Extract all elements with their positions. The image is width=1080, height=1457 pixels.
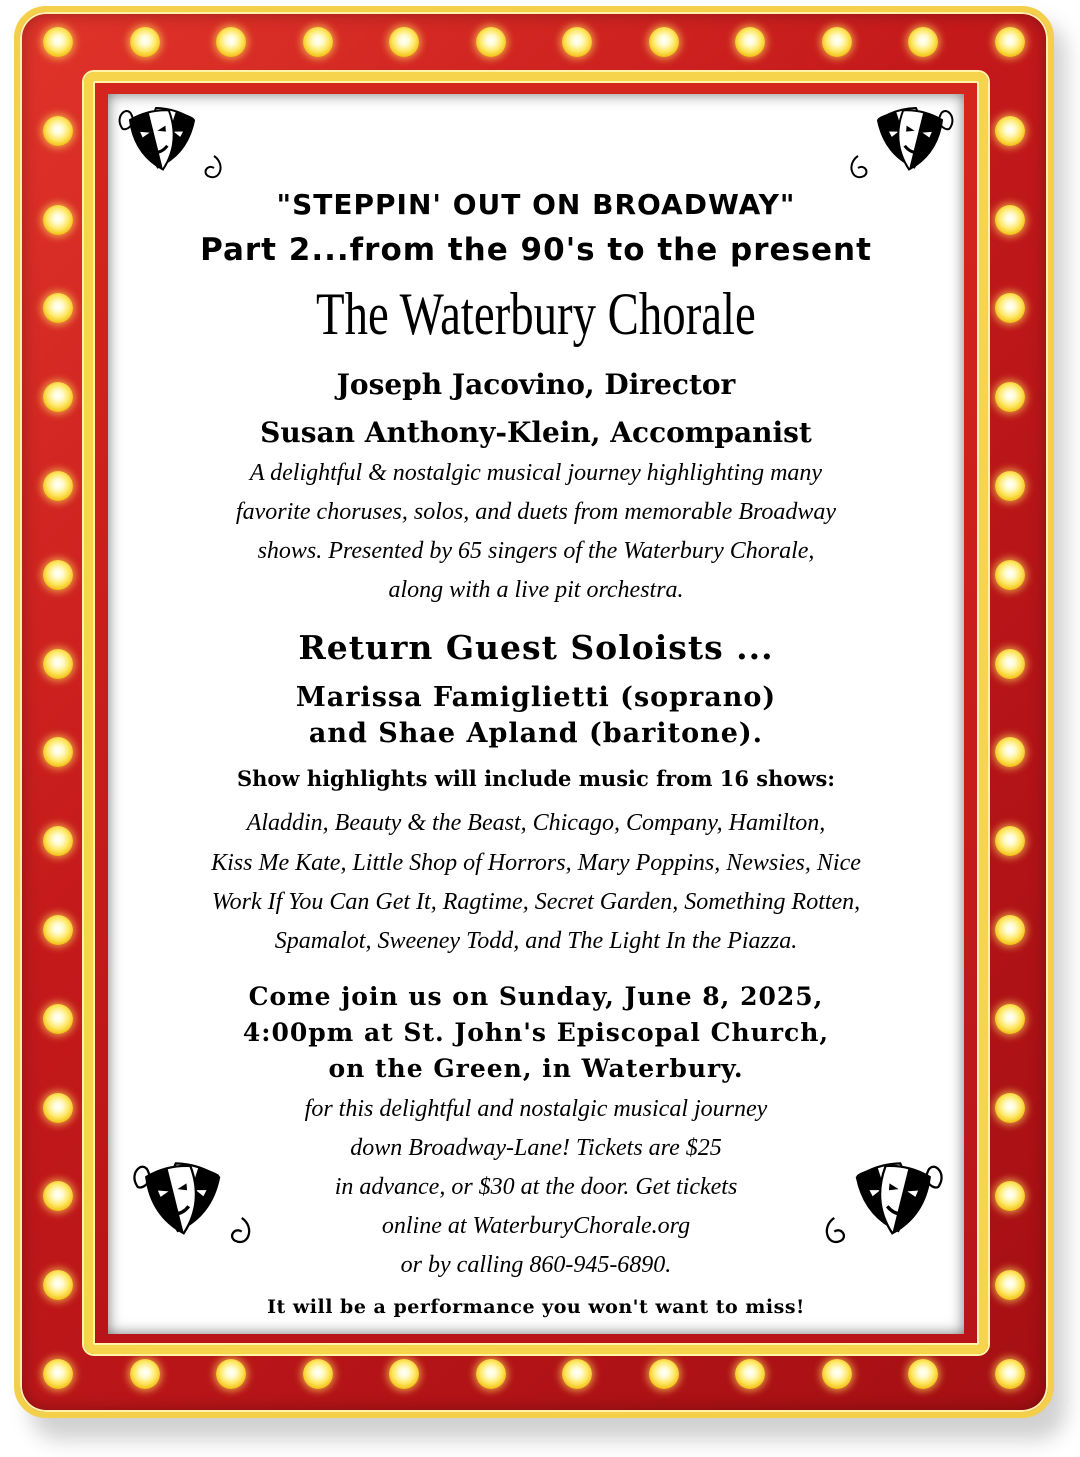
intro-line: A delightful & nostalgic musical journey highlighting many: [249, 460, 823, 486]
marquee-bulb: [303, 27, 333, 57]
intro-line: favorite choruses, solos, and duets from memorable Broadway: [235, 499, 837, 525]
marquee-bulb: [995, 471, 1025, 501]
marquee-bulb: [43, 826, 73, 856]
details-line: online at WaterburyChorale.org: [381, 1213, 691, 1239]
marquee-bulb: [995, 205, 1025, 235]
marquee-bulb: [43, 205, 73, 235]
marquee-bulb: [43, 1093, 73, 1123]
marquee-bulb: [43, 27, 73, 57]
marquee-bulb: [43, 1359, 73, 1389]
highlights-heading: Show highlights will include music from 16 shows:: [236, 766, 836, 791]
marquee-bulb: [649, 27, 679, 57]
accompanist-line: Susan Anthony-Klein, Accompanist: [260, 416, 812, 449]
marquee-bulb: [43, 560, 73, 590]
marquee-bulb: [43, 382, 73, 412]
marquee-bulb: [43, 1270, 73, 1300]
details-line: for this delightful and nostalgic musical journey: [304, 1096, 768, 1122]
marquee-bulb: [995, 382, 1025, 412]
closing-line: It will be a performance you won't want to miss!: [267, 1296, 805, 1318]
event-line: on the Green, in Waterbury.: [328, 1054, 744, 1083]
soloist-line: and Shae Apland (baritone).: [308, 718, 764, 749]
org-name-wrap: [108, 280, 964, 350]
marquee-bulb: [216, 27, 246, 57]
theater-masks-icon: [844, 98, 956, 186]
marquee-bulb: [476, 1359, 506, 1389]
shows-line: Aladdin, Beauty & the Beast, Chicago, Company, Hamilton,: [246, 810, 826, 836]
intro-line: along with a live pit orchestra.: [388, 577, 684, 603]
marquee-bulb: [649, 1359, 679, 1389]
marquee-bulb: [995, 1270, 1025, 1300]
marquee-bulb: [995, 27, 1025, 57]
shows-line: Kiss Me Kate, Little Shop of Horrors, Mary Poppins, Newsies, Nice: [211, 850, 861, 876]
event-line: 4:00pm at St. John's Episcopal Church,: [242, 1018, 830, 1047]
intro-line: shows. Presented by 65 singers of the Waterbury Chorale,: [257, 538, 815, 564]
marquee-bulb: [43, 471, 73, 501]
marquee-bulb: [389, 27, 419, 57]
marquee-bulb: [303, 1359, 333, 1389]
marquee-bulb: [43, 915, 73, 945]
title-line-2: Part 2...from the 90's to the present: [200, 232, 872, 268]
marquee-bulb: [43, 1004, 73, 1034]
marquee-bulb: [43, 649, 73, 679]
details-line: down Broadway-Lane! Tickets are $25: [350, 1135, 722, 1161]
guest-heading: Return Guest Soloists ...: [298, 628, 774, 667]
soloist-line: Marissa Famiglietti (soprano): [295, 682, 777, 713]
shows-line: Work If You Can Get It, Ragtime, Secret Garden, Something Rotten,: [211, 889, 861, 915]
marquee-bulb: [995, 1359, 1025, 1389]
details-line: or by calling 860-945-6890.: [400, 1252, 672, 1278]
details-line: in advance, or $30 at the door. Get tickets: [334, 1174, 738, 1200]
marquee-bulb: [389, 1359, 419, 1389]
theater-masks-icon: [116, 98, 228, 186]
marquee-bulb: [995, 116, 1025, 146]
marquee-bulb: [130, 1359, 160, 1389]
marquee-bulb: [995, 560, 1025, 590]
marquee-bulb: [216, 1359, 246, 1389]
marquee-bulb: [822, 1359, 852, 1389]
marquee-bulb: [995, 1004, 1025, 1034]
event-line: Come join us on Sunday, June 8, 2025,: [248, 982, 824, 1011]
marquee-bulb: [43, 116, 73, 146]
marquee-bulb: [995, 826, 1025, 856]
marquee-bulb: [995, 649, 1025, 679]
title-line-1: "STEPPIN' OUT ON BROADWAY": [276, 188, 796, 221]
marquee-bulb: [476, 27, 506, 57]
marquee-bulb: [995, 1093, 1025, 1123]
director-line: Joseph Jacovino, Director: [336, 368, 736, 401]
poster-content: [108, 94, 964, 1334]
org-name: The Waterbury Chorale: [316, 281, 756, 347]
shows-line: Spamalot, Sweeney Todd, and The Light In the Piazza.: [274, 928, 798, 954]
marquee-bulb: [995, 915, 1025, 945]
marquee-bulb: [130, 27, 160, 57]
marquee-bulb: [822, 27, 852, 57]
poster-panel: [108, 94, 964, 1334]
